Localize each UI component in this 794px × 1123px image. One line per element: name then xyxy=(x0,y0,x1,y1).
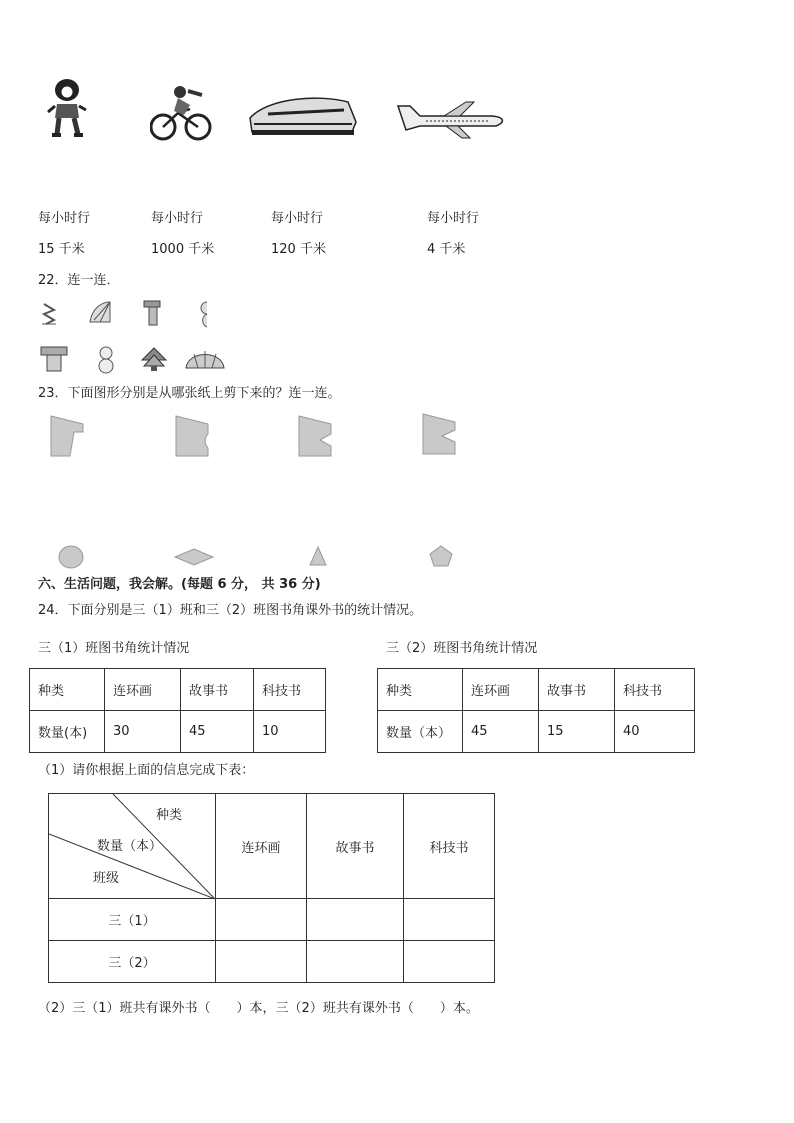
row-header: 三（1） xyxy=(49,899,216,941)
table-cell: 连环画 xyxy=(463,669,539,711)
section-6-title: 六、生活问题，我会解。(每题 6 分， 共 36 分) xyxy=(38,577,321,592)
table-cell: 10 xyxy=(254,711,326,753)
answer-cell[interactable] xyxy=(216,941,307,983)
triangle-icon xyxy=(309,546,327,566)
answer-cell[interactable] xyxy=(307,941,404,983)
umbrella-icon xyxy=(184,346,226,370)
table-cell: 故事书 xyxy=(181,669,254,711)
table-row xyxy=(30,711,326,753)
answer-cell[interactable] xyxy=(404,899,495,941)
vehicle-speed-2: 1000 千米 xyxy=(151,242,215,257)
vehicle-caption-1a: 每小时行 xyxy=(38,211,91,226)
row-header: 三（2） xyxy=(49,941,216,983)
paper-cut-trapezoid-icon xyxy=(50,414,84,458)
table-cell: 15 xyxy=(539,711,615,753)
circle-icon xyxy=(58,545,84,569)
answer-cell[interactable] xyxy=(404,941,495,983)
table-row xyxy=(30,669,326,711)
column-header: 科技书 xyxy=(404,794,495,899)
stool-icon xyxy=(40,346,68,372)
table2-title: 三（2）班图书角统计情况 xyxy=(386,641,538,656)
question-24: 24．下面分别是三（1）班和三（2）班图书角课外书的统计情况。 xyxy=(38,603,423,618)
table1-title: 三（1）班图书角统计情况 xyxy=(38,641,190,656)
column-header: 连环画 xyxy=(216,794,307,899)
table-cell: 种类 xyxy=(378,669,463,711)
table-cell: 连环画 xyxy=(105,669,181,711)
vehicle-caption-4a: 每小时行 xyxy=(427,211,480,226)
train-icon xyxy=(248,92,358,136)
table-cell: 科技书 xyxy=(254,669,326,711)
vehicle-speed-1: 15 千米 xyxy=(38,242,85,257)
vehicle-speed-4: 4 千米 xyxy=(427,242,466,257)
table-row xyxy=(49,941,495,983)
corner-label-category: 种类 xyxy=(156,808,183,823)
half-stool-icon xyxy=(143,300,161,326)
table-cell: 故事书 xyxy=(539,669,615,711)
paper-cut-semicircle-icon xyxy=(175,414,209,458)
table-row xyxy=(378,669,695,711)
rhombus-icon xyxy=(174,548,214,566)
question-23: 23．下面图形分别是从哪张纸上剪下来的？连一连。 xyxy=(38,386,341,401)
class2-stat-table xyxy=(377,668,695,753)
vehicle-speed-3: 120 千米 xyxy=(271,242,326,257)
pentagon-icon xyxy=(429,545,453,567)
fill-in-table xyxy=(48,793,495,983)
airplane-icon xyxy=(396,100,508,140)
column-header: 故事书 xyxy=(307,794,404,899)
corner-label-class: 班级 xyxy=(93,871,120,886)
table-row xyxy=(378,711,695,753)
christmas-tree-icon xyxy=(140,346,168,372)
table-cell: 45 xyxy=(181,711,254,753)
snowman-icon xyxy=(96,346,116,374)
answer-cell[interactable] xyxy=(216,899,307,941)
table-cell: 30 xyxy=(105,711,181,753)
table-cell: 种类 xyxy=(30,669,105,711)
vehicle-caption-2a: 每小时行 xyxy=(151,211,204,226)
table-cell: 40 xyxy=(615,711,695,753)
child-walking-icon xyxy=(44,76,90,138)
vehicle-caption-3a: 每小时行 xyxy=(271,211,324,226)
table-cell: 数量(本) xyxy=(30,711,105,753)
table-cell: 45 xyxy=(463,711,539,753)
paper-cut-triangle-notch-icon xyxy=(298,414,332,458)
cyclist-icon xyxy=(150,83,212,141)
diagonal-header-cell xyxy=(49,794,216,899)
sub-question-2: （2）三（1）班共有课外书（ ）本，三（2）班共有课外书（ ）本。 xyxy=(38,1001,479,1016)
table-cell: 科技书 xyxy=(615,669,695,711)
table-row xyxy=(49,794,495,899)
answer-cell[interactable] xyxy=(307,899,404,941)
half-lightning-icon xyxy=(40,302,58,326)
question-22: 22．连一连． xyxy=(38,273,120,288)
half-umbrella-icon xyxy=(88,300,114,324)
class1-stat-table xyxy=(29,668,326,753)
half-snowman-icon xyxy=(195,300,209,328)
sub-question-1: （1）请你根据上面的信息完成下表： xyxy=(38,763,255,778)
corner-label-quantity: 数量（本） xyxy=(97,839,163,854)
table-row xyxy=(49,899,495,941)
table-cell: 数量（本） xyxy=(378,711,463,753)
paper-cut-wedge-icon xyxy=(422,412,456,456)
